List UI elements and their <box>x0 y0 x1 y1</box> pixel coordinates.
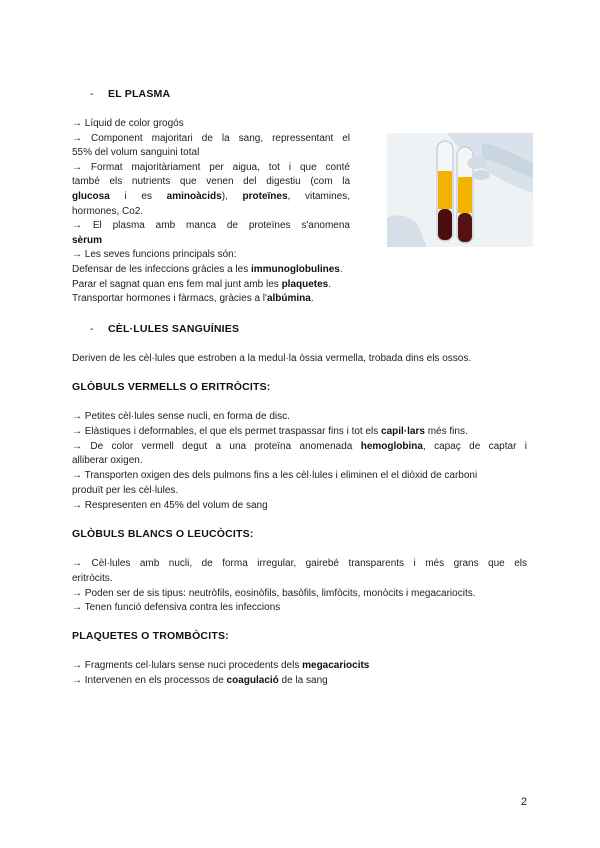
text-segment: . <box>328 278 332 290</box>
heading-plaquetes: PLAQUETES O TROMBÒCITS: <box>72 630 229 642</box>
heading-globuls-blancs: GLÒBULS BLANCS O LEUCÒCITS: <box>72 528 254 540</box>
text-segment: 55% del volum sanguini total <box>72 147 200 159</box>
text-line <box>72 483 527 498</box>
text-segment: → Component majoritari de la sang, repressentant el <box>72 132 350 144</box>
bold-term: proteïnes <box>242 191 288 202</box>
text-line <box>72 247 350 262</box>
text-segment: → Respresenten en 45% del volum de sang <box>72 499 268 511</box>
text-line <box>72 116 350 131</box>
text-segment: → Poden ser de sis tipus: neutròfils, eosinòfils, basòfils, limfòcits, monòcits i megacariocits. <box>72 587 476 599</box>
text-segment: → Tenen funció defensiva contra les infeccions <box>72 602 281 614</box>
section-dash: - <box>90 323 94 335</box>
text-line <box>72 204 350 219</box>
text-segment: → Les seves funcions principals són: <box>72 249 237 261</box>
text-segment: més fins. <box>424 425 468 437</box>
text-line <box>72 174 350 189</box>
text-line <box>72 658 527 673</box>
bold-term: glucosa <box>72 191 110 202</box>
bold-term: plaquetes <box>281 278 329 290</box>
text-segment: , capaç de captar i <box>422 440 527 452</box>
text-line <box>72 453 527 468</box>
page-number: 2 <box>520 796 527 808</box>
text-line <box>72 160 350 175</box>
text-segment: . <box>310 293 314 305</box>
heading-globuls-vermells: GLÒBULS VERMELLS O ERITRÒCITS: <box>72 381 271 393</box>
text-segment: → Líquid de color grogós <box>72 118 184 129</box>
bold-term: aminoàcids <box>166 191 222 202</box>
text-segment: → Cèl·lules amb nucli, de forma irregular, gairebé transparents i més grans que els <box>72 558 527 569</box>
text-segment: → El plasma amb manca de proteïnes s'anomena <box>72 220 350 232</box>
bold-term: albúmina <box>266 293 311 305</box>
text-line <box>72 218 350 233</box>
bold-term: sèrum <box>72 234 103 246</box>
text-segment: → Intervenen en els processos de <box>72 674 227 686</box>
text-segment: hormones, Co2. <box>72 205 144 217</box>
text-line <box>72 556 527 571</box>
text-line <box>72 571 527 586</box>
text-segment: alliberar oxigen. <box>72 455 143 467</box>
text-segment: → Transporten oxigen des dels pulmons fins a les cèl·lules i eliminen el el diòxid de carboni <box>72 470 478 482</box>
test-tubes-illustration <box>387 133 533 247</box>
section-dash: - <box>90 88 94 100</box>
text-segment: Transportar hormones i fàrmacs, gràcies a l' <box>72 293 267 305</box>
heading-el-plasma: EL PLASMA <box>108 88 171 100</box>
text-segment: de la sang <box>278 674 328 686</box>
text-line <box>72 409 527 424</box>
text-segment: → Fragments cel·lulars sense nuci procedents dels <box>72 660 303 671</box>
text-line <box>72 277 350 292</box>
text-segment: Parar el sagnat quan ens fem mal junt amb les <box>72 278 282 290</box>
bold-term: hemoglobina <box>360 440 423 452</box>
text-segment: Defensar de les infeccions gràcies a les <box>72 264 251 275</box>
bold-term: capil·lars <box>381 425 425 437</box>
text-segment: i es <box>109 191 167 202</box>
text-line <box>72 145 350 160</box>
text-line <box>72 262 350 277</box>
text-segment: ), <box>221 191 243 202</box>
text-segment: . <box>339 264 343 275</box>
blood-test-tubes-image <box>387 133 533 247</box>
text-segment: produït per les cèl·lules. <box>72 485 179 496</box>
text-line <box>72 189 350 204</box>
text-line <box>72 498 527 513</box>
heading-cellules-sanguinies: CÈL·LULES SANGUÍNIES <box>108 323 240 335</box>
bold-term: megacariocits <box>302 660 370 671</box>
text-segment: → Elàstiques i deformables, el que els permet traspassar fins i tot els <box>72 425 382 437</box>
text-segment: → Petites cèl·lules sense nucli, en forma de disc. <box>72 411 290 422</box>
text-segment: , vitamines, <box>287 191 350 202</box>
text-segment: també els nutrients que venen del digestiu (com la <box>72 176 350 188</box>
text-line <box>72 586 527 601</box>
text-line <box>72 673 527 688</box>
text-segment: → Format majoritàriament per aigua, tot i que conté <box>72 161 350 173</box>
text-segment: eritròcits. <box>72 572 113 584</box>
text-line <box>72 439 527 454</box>
bold-term: coagulació <box>226 674 279 686</box>
text-line <box>72 131 350 146</box>
text-line <box>72 291 350 306</box>
text-line <box>72 424 527 439</box>
bold-term: immunoglobulines <box>250 264 340 275</box>
text-line <box>72 233 350 248</box>
cellules-intro: Deriven de les cèl·lules que estroben a la medul·la òssia vermella, trobada dins els ossos. <box>72 353 472 364</box>
text-line <box>72 468 527 483</box>
text-segment: → De color vermell degut a una proteïna anomenada <box>72 440 361 452</box>
text-line <box>72 600 527 615</box>
